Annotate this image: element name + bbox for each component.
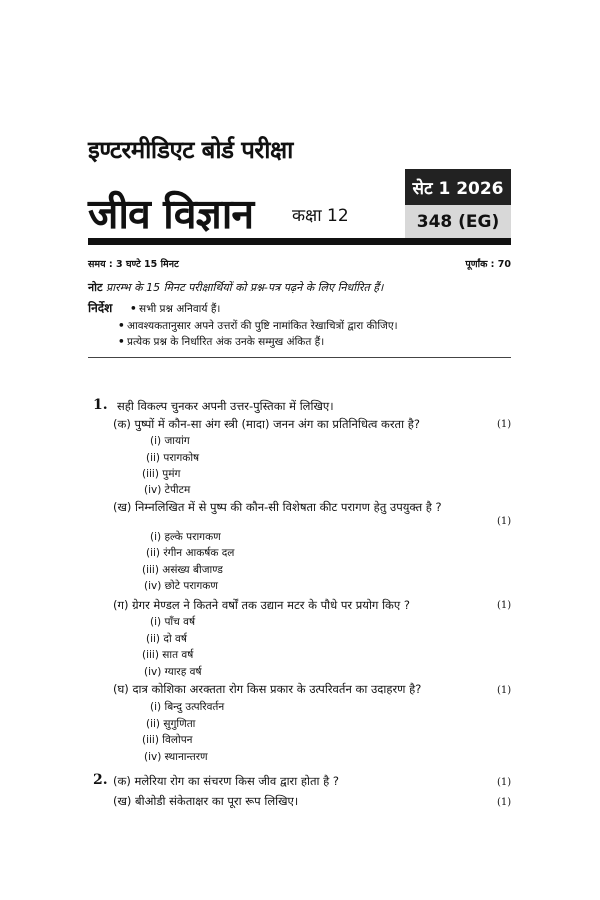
subject-title: जीव विज्ञान <box>88 190 254 238</box>
full-marks: पूर्णांक : 70 <box>465 259 511 270</box>
option: (i) बिन्दु उत्परिवर्तन <box>150 701 225 713</box>
question-text: सही विकल्प चुनकर अपनी उत्तर-पुस्तिका में लिखिए। <box>117 399 334 413</box>
sub-question-text: दात्र कोशिका अरक्तता रोग किस प्रकार के उत्परिवर्तन का उदाहरण है? <box>132 682 422 696</box>
sub-question-label: (ख) <box>113 500 132 514</box>
sub-question-label: (क) <box>113 417 131 431</box>
note <box>88 280 383 295</box>
option: (i) हल्के परागकण <box>150 531 221 543</box>
marks: (1) <box>497 419 512 430</box>
instruction-item: • आवश्यकतानुसार अपने उत्तरों की पुष्टि नामांकित रेखाचित्रों द्वारा कीजिए। <box>118 320 398 332</box>
instruction-item: • सभी प्रश्न अनिवार्य हैं। <box>130 303 221 315</box>
sub-question <box>113 794 298 809</box>
bullet-icon: • <box>118 336 125 348</box>
sub-question <box>113 774 339 789</box>
option: (ii) परागकोष <box>146 452 200 464</box>
note-label: नोट <box>88 281 103 294</box>
marks: (1) <box>497 797 512 808</box>
option: (iii) असंख्य बीजाण्ड <box>142 564 223 576</box>
note-text: प्रारम्भ के 15 मिनट परीक्षार्थियों को प्रश्न-पत्र पढ़ने के लिए निर्धारित हैं। <box>106 281 384 294</box>
option: (iii) विलोपन <box>142 734 193 746</box>
board-title: इण्टरमीडिएट बोर्ड परीक्षा <box>88 136 293 164</box>
question-number: 2. <box>93 772 108 788</box>
option: (i) पाँच वर्ष <box>150 616 196 628</box>
header-divider <box>88 238 511 245</box>
option: (i) जायांग <box>150 435 190 447</box>
question-number: 1. <box>93 397 108 413</box>
option: (ii) रंगीन आकर्षक दल <box>146 547 235 559</box>
sub-question-text: ग्रेगर मेण्डल ने कितने वर्षों तक उद्यान मटर के पौधे पर प्रयोग किए ? <box>132 598 410 612</box>
sub-question <box>113 598 410 613</box>
option: (iii) पुमंग <box>142 468 181 480</box>
time-allowed: समय : 3 घण्टे 15 मिनट <box>88 259 179 270</box>
paper-code-badge: 348 (EG) <box>405 205 511 238</box>
sub-question-label: (घ) <box>113 682 129 696</box>
class-label: कक्षा 12 <box>292 206 349 226</box>
instructions-heading: निर्देश <box>88 301 113 315</box>
set-badge: सेट 1 2026 <box>405 169 511 205</box>
marks: (1) <box>497 600 512 611</box>
option: (iv) छोटे परागकण <box>144 580 218 592</box>
option: (iv) स्थानान्तरण <box>144 751 208 763</box>
sub-question <box>113 417 420 432</box>
sub-question-label: (क) <box>113 774 131 788</box>
sub-question-text: निम्नलिखित में से पुष्प की कौन-सी विशेषता कीट परागण हेतु उपयुक्त है ? <box>135 500 442 514</box>
option: (iv) टेपीटम <box>144 484 191 496</box>
marks: (1) <box>497 516 512 527</box>
option: (iii) सात वर्ष <box>142 649 194 661</box>
marks: (1) <box>497 685 512 696</box>
instruction-item: • प्रत्येक प्रश्न के निर्धारित अंक उनके सम्मुख अंकित हैं। <box>118 336 325 348</box>
instructions-divider <box>88 357 511 358</box>
sub-question-label: (ख) <box>113 794 132 808</box>
sub-question-text: मलेरिया रोग का संचरण किस जीव द्वारा होता है ? <box>134 774 340 788</box>
sub-question-text: बीओडी संकेताक्षर का पूरा रूप लिखिए। <box>135 794 299 808</box>
sub-question <box>113 500 442 515</box>
marks: (1) <box>497 777 512 788</box>
sub-question-label: (ग) <box>113 598 129 612</box>
bullet-icon: • <box>130 303 137 315</box>
sub-question <box>113 682 421 697</box>
option: (ii) दो वर्ष <box>146 633 187 645</box>
sub-question-text: पुष्पों में कौन-सा अंग स्त्री (मादा) जनन अंग का प्रतिनिधित्व करता है? <box>134 417 420 431</box>
option: (ii) सुगुणिता <box>146 718 196 730</box>
option: (iv) ग्यारह वर्ष <box>144 666 202 678</box>
bullet-icon: • <box>118 320 125 332</box>
